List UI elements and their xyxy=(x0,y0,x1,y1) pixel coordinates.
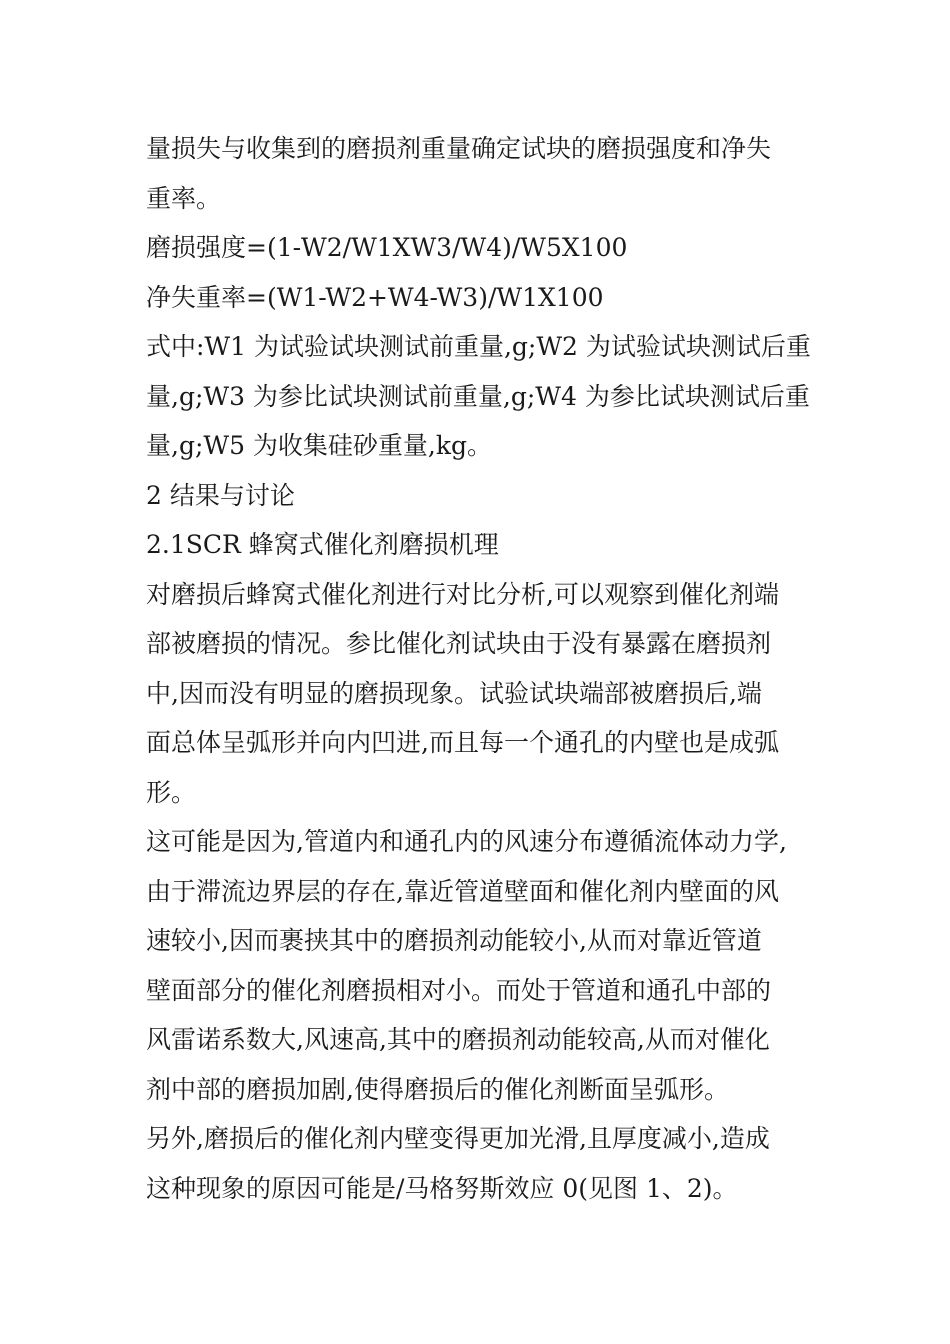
section-heading: 2 结果与讨论 xyxy=(146,480,295,510)
text-line: 这可能是因为,管道内和通孔内的风速分布遵循流体动力学, xyxy=(146,827,787,856)
text-line: 对磨损后蜂窝式催化剂进行对比分析,可以观察到催化剂端 xyxy=(146,579,779,609)
text-line: 量损失与收集到的磨损剂重量确定试块的磨损强度和净失 xyxy=(146,134,772,163)
text-line: 中,因而没有明显的磨损现象。试验试块端部被磨损后,端 xyxy=(146,678,762,708)
text-line: 重率。 xyxy=(146,183,222,213)
text-line: 另外,磨损后的催化剂内壁变得更加光滑,且厚度减小,造成 xyxy=(146,1124,770,1153)
text-line: 速较小,因而裹挟其中的磨损剂动能较小,从而对靠近管道 xyxy=(146,926,762,955)
text-line: 形。 xyxy=(146,777,197,807)
text-line: 由于滞流边界层的存在,靠近管道壁面和催化剂内壁面的风 xyxy=(146,876,779,906)
formula-net-weight-loss: 净失重率=(W1-W2+W4-W3)/W1X100 xyxy=(146,282,604,312)
text-line: 壁面部分的催化剂磨损相对小。而处于管道和通孔中部的 xyxy=(146,975,772,1005)
text-line: 部被磨损的情况。参比催化剂试块由于没有暴露在磨损剂 xyxy=(146,629,772,658)
text-line: 风雷诺系数大,风速高,其中的磨损剂动能较高,从而对催化 xyxy=(146,1025,770,1054)
text-line: 这种现象的原因可能是/马格努斯效应 0(见图 1、2)。 xyxy=(146,1173,738,1203)
text-line: 量,g;W5 为收集硅砂重量,kg。 xyxy=(146,431,493,460)
subsection-heading: 2.1SCR 蜂窝式催化剂磨损机理 xyxy=(146,530,499,559)
text-line: 式中:W1 为试验试块测试前重量,g;W2 为试验试块测试后重 xyxy=(146,332,811,361)
document-body xyxy=(146,124,816,1213)
text-line: 量,g;W3 为参比试块测试前重量,g;W4 为参比试块测试后重 xyxy=(146,381,810,411)
formula-wear-strength: 磨损强度=(1-W2/W1XW3/W4)/W5X100 xyxy=(146,233,628,262)
text-line: 剂中部的磨损加剧,使得磨损后的催化剂断面呈弧形。 xyxy=(146,1074,729,1104)
text-line: 面总体呈弧形并向内凹进,而且每一个通孔的内壁也是成弧 xyxy=(146,728,779,757)
